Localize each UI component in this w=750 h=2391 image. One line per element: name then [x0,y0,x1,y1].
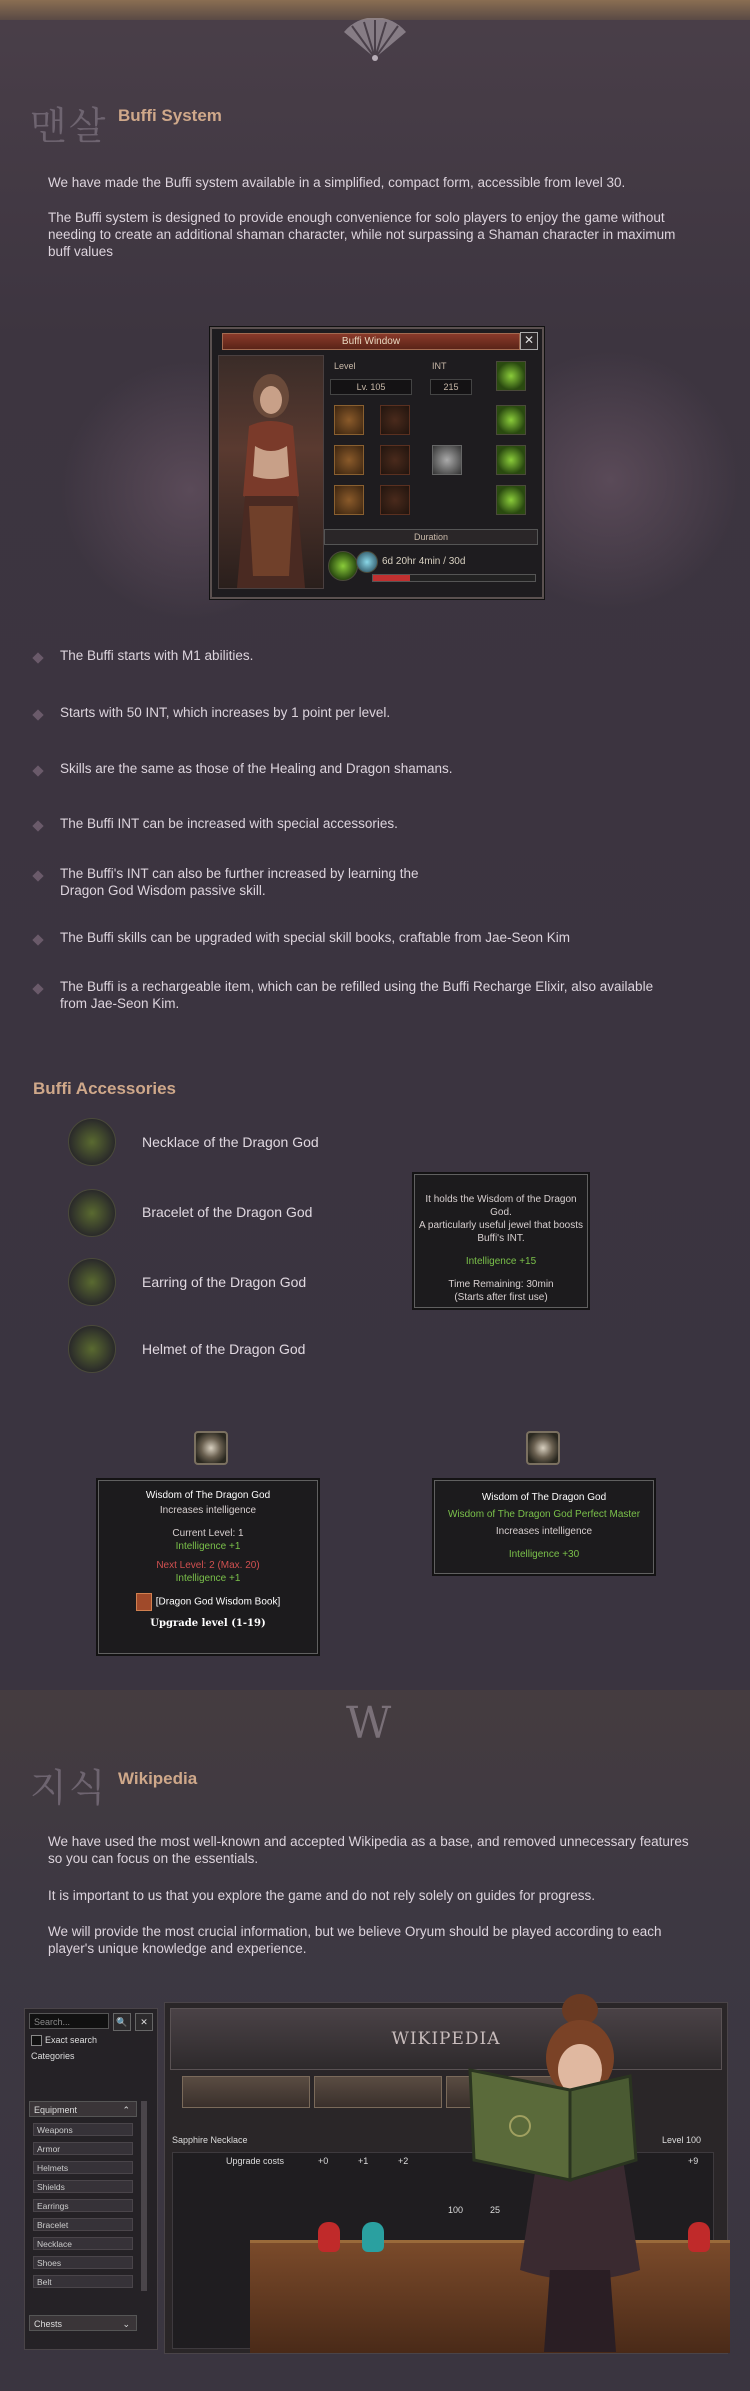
accessory-tooltip [414,1174,588,1308]
upgrade-level: Upgrade level (1-19) [150,1618,266,1629]
skill-slot-5[interactable] [334,485,364,515]
accessory-earring: Earring of the Dragon God [142,1274,307,1290]
skill-tooltip-right [434,1480,654,1574]
skill-stat: Intelligence +30 [508,1549,580,1560]
int-label: INT [432,361,447,371]
earring-icon [68,1258,116,1306]
upgrade-costs-label: Upgrade costs [226,2156,285,2166]
item-name: Sapphire Necklace [172,2135,248,2145]
character-portrait [218,355,324,589]
wiki-paragraph-2: It is important to us that you explore the game and do not rely solely on guides for progress. [48,1888,596,1903]
tooltip-line-3: Buffi's INT. [477,1233,525,1244]
bullet-2: Starts with 50 INT, which increases by 1 point per level. [60,705,391,720]
duration-bar [372,574,536,582]
chevron-up-icon: ⌃ [122,2105,130,2115]
helmet-icon [68,1325,116,1373]
fan-icon [340,18,410,62]
exact-search-checkbox[interactable] [31,2035,42,2046]
elixir-slot[interactable] [328,551,358,581]
bullet-1: The Buffi starts with M1 abilities. [60,648,254,663]
section-title: Wikipedia [118,1769,198,1788]
intro-paragraph-1: We have made the Buffi system available in a simplified, compact form, accessible from level 30. [48,175,626,190]
equipment-category[interactable] [29,2101,137,2117]
skill-name: Wisdom of The Dragon God [145,1490,271,1501]
category-item[interactable]: Belt [33,2275,133,2288]
chevron-down-icon: ⌄ [122,2319,130,2329]
accessory-necklace: Necklace of the Dragon God [142,1134,319,1150]
col-header: +2 [398,2156,409,2166]
section-title: Buffi System [118,106,222,125]
category-item[interactable]: Helmets [33,2161,133,2174]
accessories-title: Buffi Accessories [33,1079,176,1098]
wiki-paragraph-1: We have used the most well-known and accepted Wikipedia as a base, and removed unnecessary features so you can focus on the essentials. [48,1834,689,1866]
category-item[interactable]: Earrings [33,2199,133,2212]
wiki-paragraph-3: We will provide the most crucial information, but we believe Oryum should be played according to each player's unique knowledge and experience. [48,1924,662,1956]
current-level: Current Level: 1 [172,1528,244,1539]
category-item[interactable]: Shields [33,2180,133,2193]
duration-label: Duration [324,529,538,545]
col-header: +0 [318,2156,329,2166]
wikipedia-logo-icon: W [346,1698,392,1749]
next-stat: Intelligence +1 [175,1573,241,1584]
qty-label: 25 [490,2205,501,2215]
next-level: Next Level: 2 (Max. 20) [156,1560,260,1571]
bullet-7: The Buffi is a rechargeable item, which can be refilled using the Buffi Recharge Elixir, also available from Jae-Seon Kim. [60,979,654,1011]
category-item[interactable]: Weapons [33,2123,133,2136]
qty-label: 100 [448,2205,464,2215]
skill-desc: Increases intelligence [159,1505,257,1516]
korean-title: 맨살 [30,104,108,148]
tooltip-note: (Starts after first use) [454,1292,548,1303]
level-label: Level [334,361,356,371]
skill-name: Wisdom of The Dragon God [481,1492,607,1503]
category-item[interactable]: Armor [33,2142,133,2155]
skill-slot-7[interactable] [432,445,462,475]
tooltip-time: Time Remaining: 30min [448,1279,554,1290]
skill-desc: Increases intelligence [495,1526,593,1537]
potion-icon [318,2222,340,2252]
category-item[interactable]: Bracelet [33,2218,133,2231]
skill-sub: Wisdom of The Dragon God Perfect Master [447,1509,641,1520]
search-input[interactable]: Search... [29,2013,109,2029]
category-item[interactable]: Shoes [33,2256,133,2269]
accessory-bracelet: Bracelet of the Dragon God [142,1204,313,1220]
wiki-header: WIKIPEDIA [170,2008,722,2070]
accessory-slot-4[interactable] [496,485,526,515]
book-name: [Dragon God Wisdom Book] [155,1596,281,1608]
bullet-6: The Buffi skills can be upgraded with special skill books, craftable from Jae-Seon Kim [60,930,570,945]
categories-label: Categories [31,2051,75,2061]
korean-title: 지식 [30,1766,108,1810]
skill-slot-3[interactable] [334,445,364,475]
col-header: +9 [688,2156,699,2166]
tooltip-line-2: A particularly useful jewel that boosts [419,1220,583,1231]
chests-label: Chests [34,2319,63,2329]
accessory-slot-3[interactable] [496,445,526,475]
accessory-slot-2[interactable] [496,405,526,435]
search-button[interactable]: 🔍 [113,2013,131,2031]
bullet-3: Skills are the same as those of the Healing and Dragon shamans. [60,761,453,776]
tab-1[interactable] [182,2076,310,2108]
book-icon [136,1593,152,1611]
tooltip-line-1: It holds the Wisdom of the Dragon God. [425,1194,577,1218]
bullet-5: The Buffi's INT can also be further increased by learning the Dragon God Wisdom passive skill. [60,866,419,898]
clear-button[interactable]: ✕ [135,2013,153,2031]
charge-orb-icon [356,551,378,573]
int-value: 215 [430,379,472,395]
accessory-helmet: Helmet of the Dragon God [142,1341,306,1357]
skill-slot-4[interactable] [380,445,410,475]
wiki-sidebar [24,2008,158,2350]
skill-slot-2[interactable] [380,405,410,435]
duration-value: 6d 20hr 4min / 30d [382,556,466,567]
bracelet-icon [68,1189,116,1237]
exact-search-label: Exact search [45,2035,98,2045]
skill-slot-6[interactable] [380,485,410,515]
tab-2[interactable] [314,2076,442,2108]
equipment-label: Equipment [34,2105,78,2115]
duration-bar-fill [373,575,410,581]
intro-paragraph-2: The Buffi system is designed to provide enough convenience for solo players to enjoy the game without needing to create an additional shaman character, while not surpassing a Shaman character in maximum buff values [48,210,676,259]
skill-slot-1[interactable] [334,405,364,435]
level-value: Lv. 105 [330,379,412,395]
chests-category[interactable] [29,2315,137,2331]
buffi-window [210,327,544,599]
category-item[interactable]: Necklace [33,2237,133,2250]
potion-icon [362,2222,384,2252]
character-figure-icon [219,356,323,588]
dragon-wisdom-master-icon[interactable] [526,1431,560,1465]
col-header: +1 [358,2156,369,2166]
bullet-4: The Buffi INT can be increased with special accessories. [60,816,398,831]
close-button[interactable]: ✕ [520,332,538,350]
tooltip-stat: Intelligence +15 [465,1256,537,1267]
skill-book [99,1593,317,1611]
item-level: Level 100 [662,2135,702,2145]
sidebar-scrollbar[interactable] [141,2101,147,2291]
necklace-icon [68,1118,116,1166]
window-title: Buffi Window [222,333,520,350]
top-trim [0,0,750,20]
accessory-slot-1[interactable] [496,361,526,391]
skill-tooltip-left [98,1480,318,1654]
librarian-character-icon [430,1980,720,2352]
current-stat: Intelligence +1 [175,1541,241,1552]
dragon-wisdom-skill-icon[interactable] [194,1431,228,1465]
